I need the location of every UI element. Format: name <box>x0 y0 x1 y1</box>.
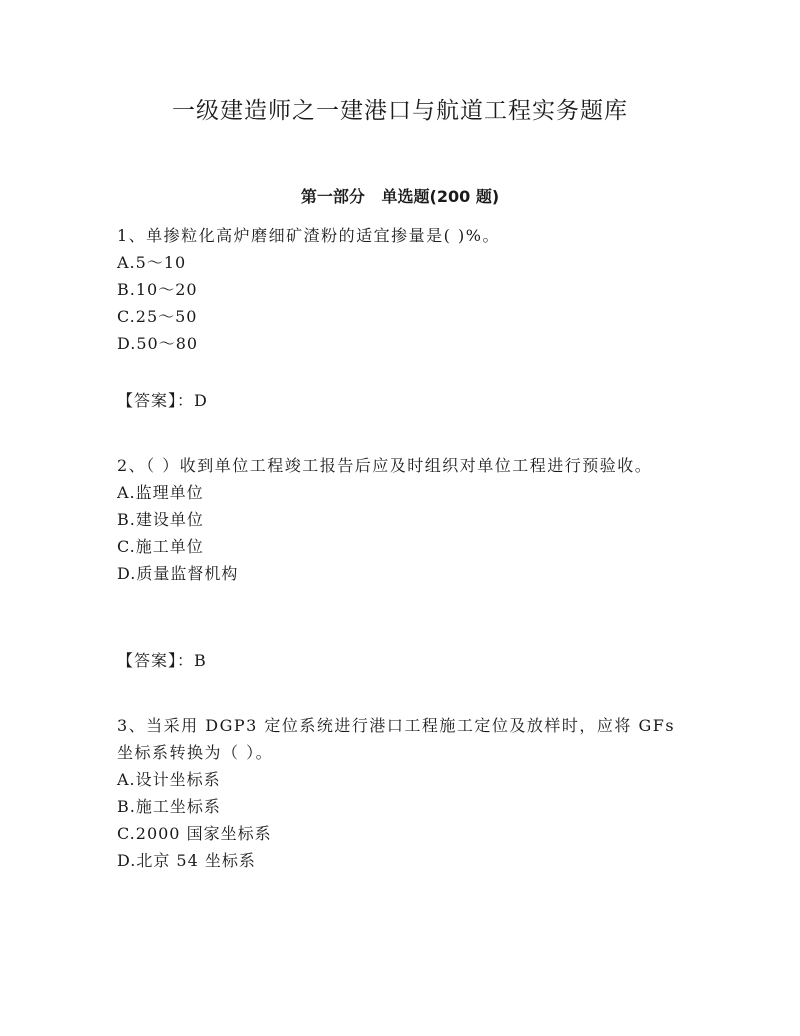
option-c: C.2000 国家坐标系 <box>117 824 272 843</box>
option-c: C.施工单位 <box>117 537 204 556</box>
document-title: 一级建造师之一建港口与航道工程实务题库 <box>172 98 628 124</box>
answer-1: 【答案】：D <box>117 391 208 410</box>
option-c: C.25～50 <box>117 307 198 326</box>
option-a: A.监理单位 <box>117 483 204 502</box>
option-b: B.建设单位 <box>117 510 204 529</box>
option-b: B.施工坐标系 <box>117 797 221 816</box>
question-1 <box>117 222 677 357</box>
question-text: 1、单掺粒化高炉磨细矿渣粉的适宜掺量是( )%。 <box>117 226 500 245</box>
question-text: 3、当采用 DGP3 定位系统进行港口工程施工定位及放样时，应将 GFs 坐标系转换为（ ）。 <box>117 716 676 762</box>
option-a: A.设计坐标系 <box>117 770 221 789</box>
question-3 <box>117 712 677 874</box>
question-text: 2、（ ）收到单位工程竣工报告后应及时组织对单位工程进行预验收。 <box>117 456 653 475</box>
option-b: B.10～20 <box>117 280 198 299</box>
option-a: A.5～10 <box>117 253 187 272</box>
option-d: D.50～80 <box>117 334 199 353</box>
section-title: 第一部分 单选题(200 题) <box>300 187 500 206</box>
question-2 <box>117 452 677 587</box>
answer-2: 【答案】：B <box>117 651 207 670</box>
option-d: D.北京 54 坐标系 <box>117 851 256 870</box>
option-d: D.质量监督机构 <box>117 564 239 583</box>
